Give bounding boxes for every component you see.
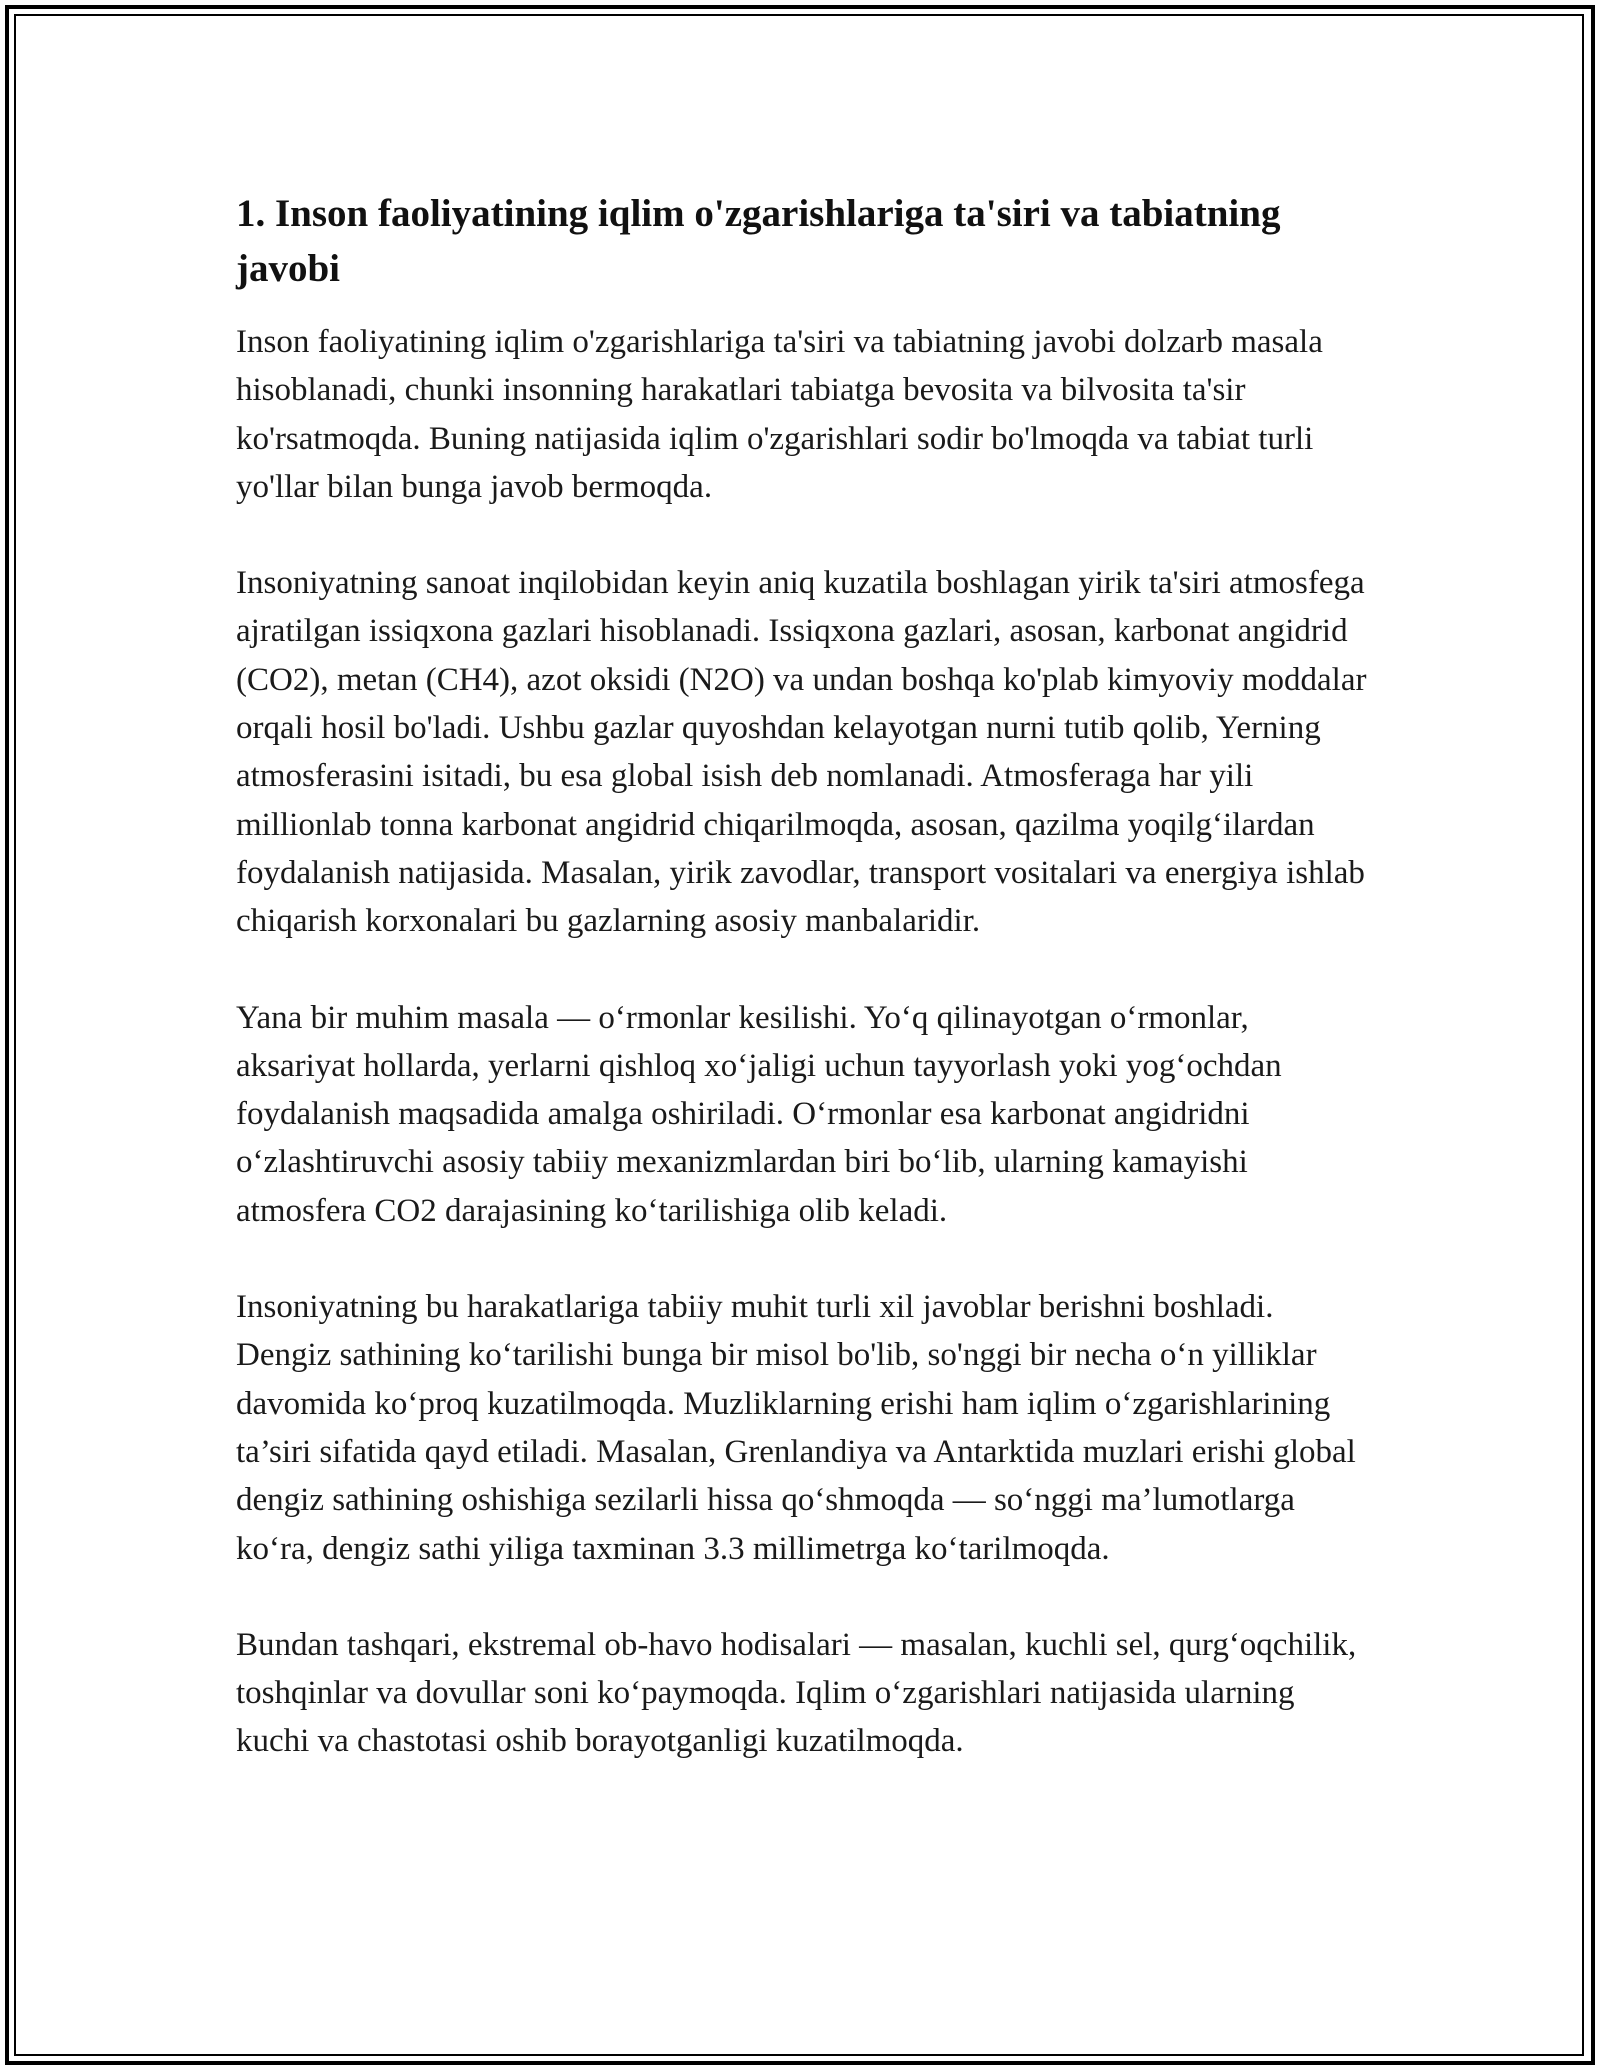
document-body — [236, 186, 1376, 1766]
paragraph-intro: Inson faoliyatining iqlim o'zgarishlariga ta'siri va tabiatning javobi dolzarb masala hisoblanadi, chunki insonning harakatlari tabiatga bevosita va bilvosita ta'sir ko'rsatmoqda. Buning natijasida iqlim o'zgarishlari sodir bo'lmoqda va tabiat turli yo'llar bilan bunga javob bermoqda. — [236, 324, 1323, 505]
paragraph-extreme-weather: Bundan tashqari, ekstremal ob-havo hodisalari — masalan, kuchli sel, qurg‘oqchilik, toshqinlar va dovullar soni ko‘paymoqda. Iqlim o‘zgarishlari natijasida ularning kuchi va chastotasi oshib borayotganligi kuzatilmoqda. — [236, 1626, 1357, 1760]
section-title: 1. Inson faoliyatining iqlim o'zgarishlariga ta'siri va tabiatning javobi — [236, 192, 1281, 290]
paragraph-greenhouse-gases: Insoniyatning sanoat inqilobidan keyin aniq kuzatila boshlagan yirik ta'siri atmosfega ajratilgan issiqxona gazlari hisoblanadi. Issiqxona gazlari, asosan, karbonat angidrid (CO2), metan (CH4), azot oksidi (N2O) va undan boshqa ko'plab kimyoviy moddalar orqali hosil bo'ladi. Ushbu gazlar quyoshdan kelayotgan nurni tutib qolib, Yerning atmosferasini isitadi, bu esa global isish deb nomlanadi. Atmosferaga har yili millionlab tonna karbonat angidrid chiqarilmoqda, asosan, qazilma yoqilg‘ilardan foydalanish natijasida. Masalan, yirik zavodlar, transport vositalari va energiya ishlab chiqarish korxonalari bu gazlarning asosiy manbalaridir. — [236, 565, 1367, 940]
paragraph-deforestation: Yana bir muhim masala — o‘rmonlar kesilishi. Yo‘q qilinayotgan o‘rmonlar, aksariyat hollarda, yerlarni qishloq xo‘jaligi uchun tayyorlash yoki yog‘ochdan foydalanish maqsadida amalga oshiriladi. O‘rmonlar esa karbonat angidridni o‘zlashtiruvchi asosiy tabiiy mexanizmlardan biri bo‘lib, ularning kamayishi atmosfera CO2 darajasining ko‘tarilishiga olib keladi. — [236, 999, 1282, 1229]
paragraph-sea-level: Insoniyatning bu harakatlariga tabiiy muhit turli xil javoblar berishni boshladi. Dengiz sathining ko‘tarilishi bunga bir misol bo'lib, so'nggi bir necha o‘n yilliklar davomida ko‘proq kuzatilmoqda. Muzliklarning erishi ham iqlim o‘zgarishlarining ta’siri sifatida qayd etiladi. Masalan, Grenlandiya va Antarktida muzlari erishi global dengiz sathining oshishiga sezilarli hissa qo‘shmoqda — so‘nggi ma’lumotlarga ko‘ra, dengiz sathi yiliga taxminan 3.3 millimetrga ko‘tarilmoqda. — [236, 1289, 1356, 1567]
